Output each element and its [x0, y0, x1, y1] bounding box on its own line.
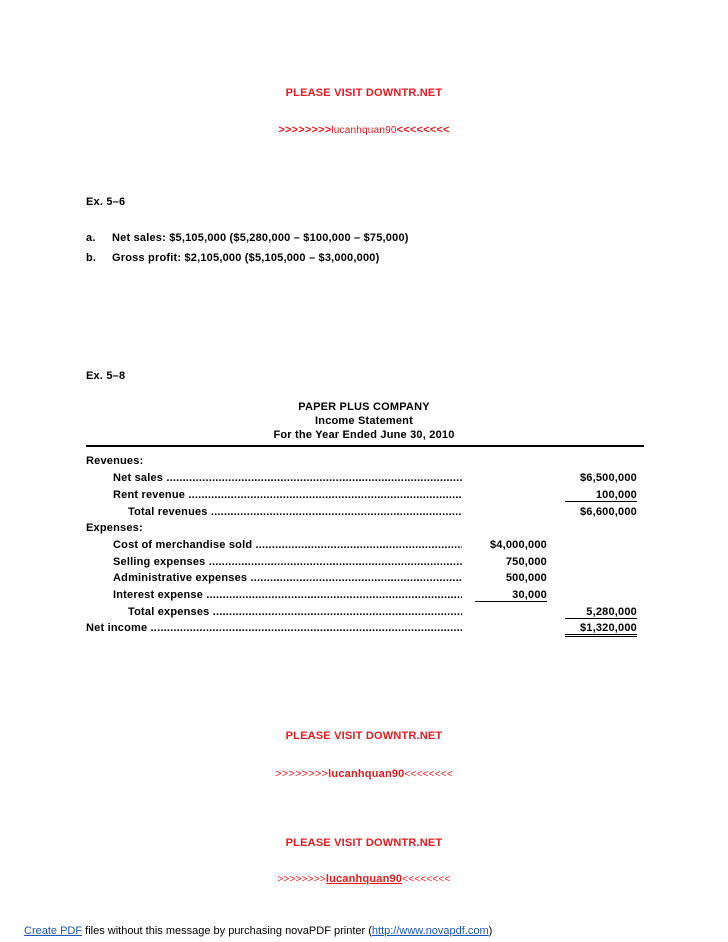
table-row	[0, 572, 728, 588]
row-amount-detail: $4,000,000	[489, 539, 547, 551]
banner-user-line	[0, 124, 728, 136]
table-row	[0, 622, 728, 638]
table-row	[0, 606, 728, 622]
table-row	[0, 589, 728, 605]
row-label: Rent revenue .....	[113, 489, 462, 501]
row-amount-detail: 750,000	[505, 556, 547, 568]
row-amount-total: $1,320,000	[565, 622, 637, 637]
footer-notice	[24, 925, 492, 937]
ex58-heading: Ex. 5–8	[86, 370, 126, 382]
banner-left-arrows: >>>>>>>>	[278, 124, 332, 136]
statement-title: Income Statement	[315, 415, 413, 427]
row-amount-detail: 30,000	[475, 589, 547, 602]
banner-user-line	[0, 873, 728, 885]
row-label: Net income .....	[86, 622, 462, 634]
table-row	[0, 522, 728, 538]
banner-user: lucanhquan90	[331, 125, 397, 136]
table-row	[0, 506, 728, 522]
statement-period: For the Year Ended June 30, 2010	[273, 429, 455, 441]
header-rule	[86, 445, 644, 447]
banner-right-arrows: <<<<<<<<	[396, 124, 450, 136]
banner-visit-text: PLEASE VISIT DOWNTR.NET	[285, 87, 443, 99]
ex56-item-b-text: Gross profit: $2,105,000 ($5,105,000 – $3,000,000)	[112, 252, 380, 264]
create-pdf-link[interactable]: Create PDF	[24, 925, 83, 937]
row-label: Cost of merchandise sold .....	[113, 539, 462, 551]
banner-left-arrows: >>>>>>>>	[275, 768, 329, 780]
row-amount-total: 5,280,000	[565, 606, 637, 619]
banner-left-arrows: >>>>>>>>	[277, 874, 326, 885]
table-row	[0, 489, 728, 505]
banner-visit-text: PLEASE VISIT DOWNTR.NET	[285, 837, 443, 849]
table-row	[0, 556, 728, 572]
row-amount-total: 100,000	[565, 489, 637, 502]
row-label: Total revenues .....	[128, 506, 462, 518]
row-label: Revenues:	[86, 455, 144, 467]
banner-right-arrows: <<<<<<<<	[402, 874, 451, 885]
banner-user-line	[0, 768, 728, 780]
banner-user: lucanhquan90	[325, 873, 403, 885]
company-name: PAPER PLUS COMPANY	[298, 401, 430, 413]
ex56-heading: Ex. 5–6	[86, 196, 126, 208]
row-label: Expenses:	[86, 522, 143, 534]
banner-right-arrows: <<<<<<<<	[404, 769, 453, 780]
ex56-item-a-marker: a.	[86, 232, 96, 244]
row-amount-total: $6,500,000	[579, 472, 637, 484]
banner-visit-text: PLEASE VISIT DOWNTR.NET	[285, 730, 443, 742]
row-label: Net sales .....	[113, 472, 462, 484]
ex56-item-a-text: Net sales: $5,105,000 ($5,280,000 – $100,000 – $75,000)	[112, 232, 409, 244]
row-label: Selling expenses .....	[113, 556, 462, 568]
row-label: Interest expense .....	[113, 589, 462, 601]
row-label: Administrative expenses .....	[113, 572, 462, 584]
footer-text: files without this message by purchasing novaPDF printer (	[82, 925, 372, 937]
table-row	[0, 472, 728, 488]
ex56-item-b-marker: b.	[86, 252, 97, 264]
row-amount-detail: 500,000	[505, 572, 547, 584]
banner-user: lucanhquan90	[328, 768, 405, 780]
row-amount-total: $6,600,000	[579, 506, 637, 518]
table-row	[0, 539, 728, 555]
novapdf-link[interactable]: http://www.novapdf.com	[371, 925, 489, 937]
footer-text-end: )	[488, 925, 493, 937]
row-label: Total expenses .....	[128, 606, 462, 618]
table-row	[0, 455, 728, 471]
